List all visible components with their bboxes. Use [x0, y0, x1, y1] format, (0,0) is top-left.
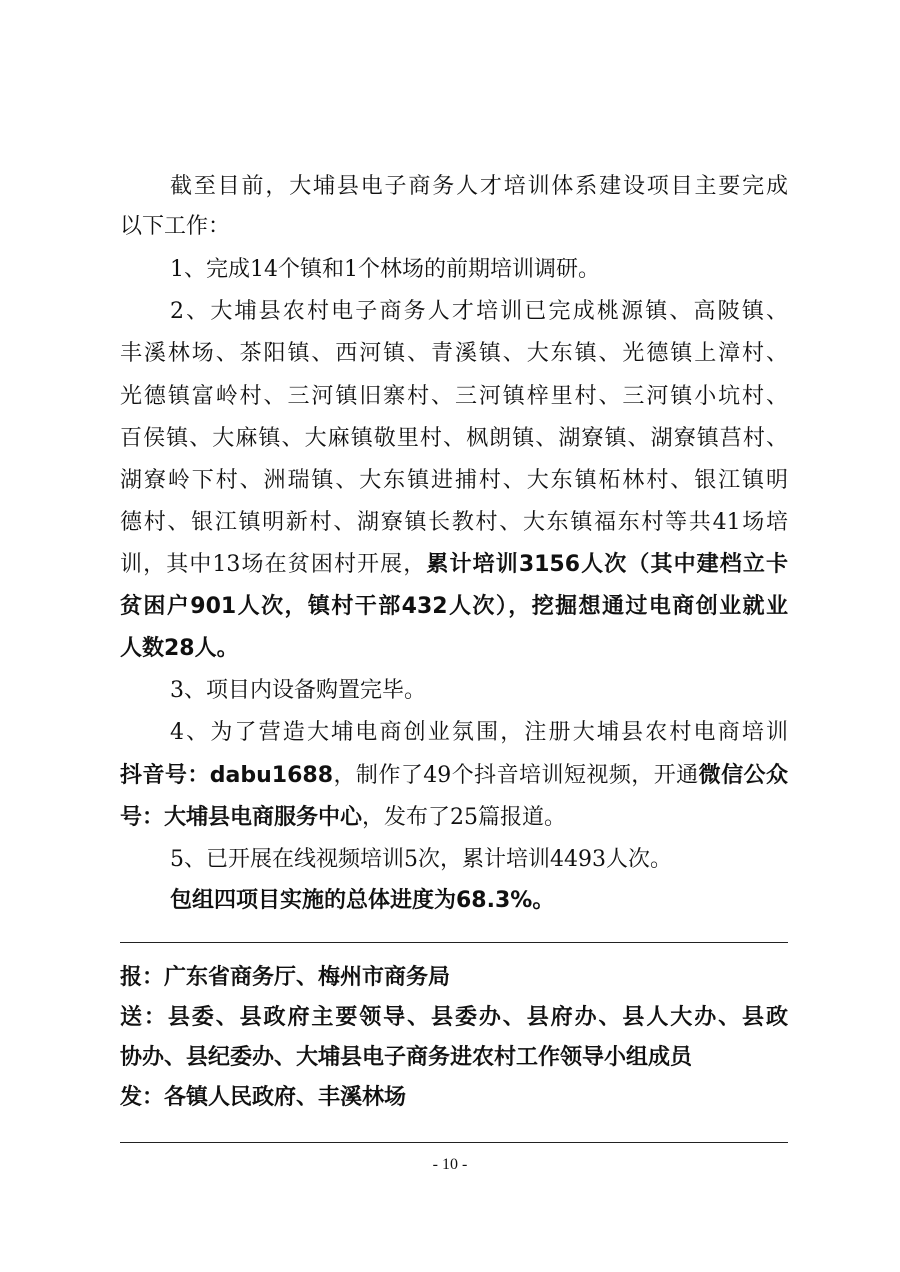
- item-4-line-3: [120, 803, 788, 833]
- item-1: 1、完成14个镇和1个林场的前期培训调研。: [170, 257, 600, 282]
- item-2-line-4: 百侯镇、大麻镇、大麻镇敬里村、枫朗镇、湖寮镇、湖寮镇莒村、: [120, 426, 788, 451]
- item-5: 5、已开展在线视频培训5次，累计培训4493人次。: [170, 847, 672, 872]
- item-4-line-2: [120, 761, 788, 791]
- item-2-line-5: 湖寮岭下村、洲瑞镇、大东镇进捕村、大东镇柘林村、银江镇明: [120, 468, 788, 493]
- training-count-normal: 训，其中13场在贫困村开展，: [120, 552, 427, 577]
- intro-line-2: 以下工作：: [120, 214, 231, 239]
- wechat-account: 号：大埔县电商服务中心: [120, 805, 363, 830]
- item-4-line-3-normal: ，发布了25篇报道。: [362, 805, 567, 830]
- page-number: - 10 -: [432, 1156, 468, 1173]
- item-2-line-3: 光德镇富岭村、三河镇旧寨村、三河镇梓里村、三河镇小坑村、: [120, 384, 788, 409]
- item-2-line-1: 2、大埔县农村电子商务人才培训已完成桃源镇、高陂镇、: [170, 299, 788, 324]
- item-3: 3、项目内设备购置完毕。: [170, 678, 426, 703]
- issue-to: 发：各镇人民政府、丰溪林场: [120, 1085, 407, 1110]
- top-divider: [120, 942, 788, 943]
- wechat-label: 微信公众: [698, 763, 788, 788]
- send-to-line-2: 协办、县纪委办、大埔县电子商务进农村工作领导小组成员: [120, 1045, 693, 1070]
- intro-line-1: 截至目前，大埔县电子商务人才培训体系建设项目主要完成: [170, 174, 788, 199]
- bottom-divider: [120, 1142, 788, 1143]
- training-count-bold: 累计培训3156人次（其中建档立卡: [426, 552, 789, 577]
- item-4-line-2-normal: ，制作了49个抖音培训短视频，开通: [333, 763, 699, 788]
- item-2-line-9: 人数28人。: [120, 636, 239, 661]
- item-2-line-8: 贫困户901人次，镇村干部432人次），挖掘想通过电商创业就业: [120, 594, 788, 619]
- douyin-account: 抖音号：dabu1688: [120, 763, 334, 788]
- item-2-line-6: 德村、银江镇明新村、湖寮镇长教村、大东镇福东村等共41场培: [120, 510, 788, 535]
- send-to-line-1: 送：县委、县政府主要领导、县委办、县府办、县人大办、县政: [120, 1005, 788, 1030]
- item-4-line-1: 4、为了营造大埔电商创业氛围，注册大埔县农村电商培训: [170, 720, 788, 745]
- item-2-line-2: 丰溪林场、茶阳镇、西河镇、青溪镇、大东镇、光德镇上漳村、: [120, 341, 788, 366]
- report-to: 报：广东省商务厅、梅州市商务局: [120, 965, 451, 990]
- overall-progress: 包组四项目实施的总体进度为68.3%。: [170, 888, 555, 913]
- item-2-line-7: [120, 550, 788, 580]
